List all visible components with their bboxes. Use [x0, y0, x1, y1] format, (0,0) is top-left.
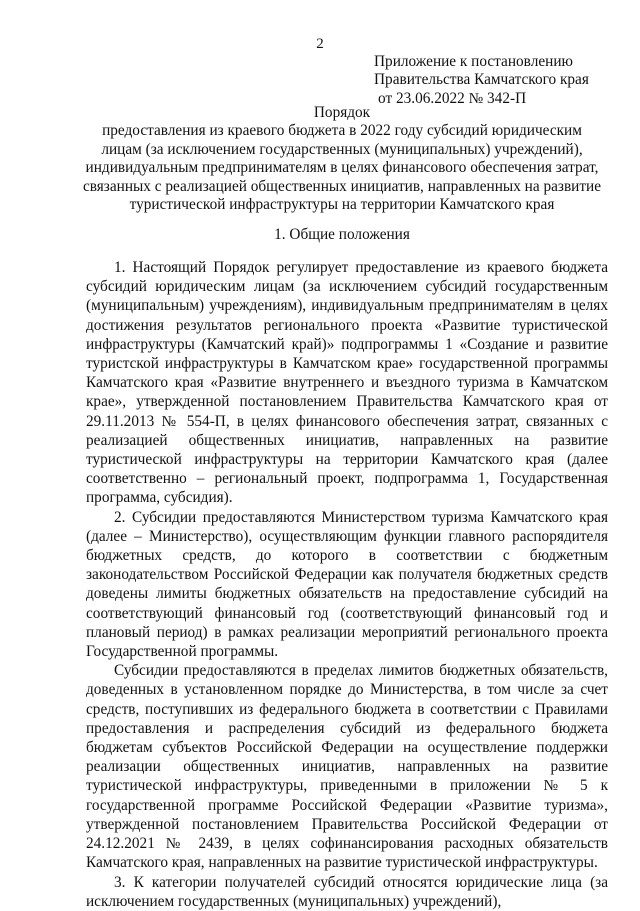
paragraph-3: Субсидии предоставляются в пределах лимитов бюджетных обязательств, доведенных в установленном порядке до Министерства, в том числе за счет средств, поступивших из федерального бюджета в соответствии с Правилами предоставления и распределения субсидий из федерального бюджета бюджетам субъектов Российской Федерации на осуществление поддержки реализации общественных инициатив, направленных на развитие туристической инфраструктуры, приведенными в приложении № 5 к государственной программе Российской Федерации «Развитие туризма», утвержденной постановлением Правительства Российской Федерации от 24.12.2021 № 2439, в целях софинансирования расходных обязательств Камчатского края, направленных на развитие туристической инфраструктуры. — [86, 662, 608, 872]
document-title — [76, 104, 608, 214]
page-number: 2 — [316, 36, 324, 52]
appendix-line-1: Приложение к постановлению — [374, 53, 573, 70]
paragraph-4: 3. К категории получателей субсидий относятся юридические лица (за исключением государственных (муниципальных) учреждений), — [86, 873, 608, 910]
appendix-line-2: Правительства Камчатского края — [374, 71, 589, 89]
paragraph-1: 1. Настоящий Порядок регулирует предоставление из краевого бюджета субсидий юридическим лицам (за исключением субсидий государственным (муниципальным) учреждениям), индивидуальным предпринимателям в целях достижения результатов регионального проекта «Развитие туристической инфраструктуры (Камчатский край)» подпрограммы 1 «Создание и развитие туристской инфраструктуры в Камчатском крае» государственной программы Камчатского края «Развитие внутреннего и въездного туризма в Камчатском крае», утвержденной постановлением Правительства Камчатского края от 29.11.2013 № 554-П, в целях финансового обеспечения затрат, связанных с реализацией общественных инициатив, направленных на развитие туристической инфраструктуры на территории Камчатского края (далее соответственно – региональный проект, подпрограмма 1, Государственная программа, субсидия). — [86, 259, 608, 507]
section-heading: 1. Общие положения — [274, 226, 410, 243]
title-line-1: Порядок — [313, 104, 371, 121]
paragraph-2: 2. Субсидии предоставляются Министерством туризма Камчатского края (далее – Министерство), осуществляющим функции главного распорядителя бюджетных средств, до которого в соответствии с бюджетным законодательством Российской Федерации как получателя бюджетных средств доведены лимиты бюджетных обязательств на предоставление субсидий на соответствующий финансовый год (соответствующий финансовый год и плановый период) в рамках реализации мероприятий регионального проекта Государственной программы. — [86, 508, 608, 661]
appendix-line-3: от 23.06.2022 № 342-П — [378, 89, 527, 107]
title-line-4: индивидуальным предпринимателям в целях финансового обеспечения затрат, — [85, 159, 599, 177]
title-line-2: предоставления из краевого бюджета в 2022 году субсидий юридическим — [102, 122, 582, 140]
body-text — [86, 258, 608, 911]
title-line-3: лицам (за исключением государственных (муниципальных) учреждений), — [101, 140, 583, 158]
title-line-6: туристической инфраструктуры на территории Камчатского края — [129, 196, 555, 214]
appendix-header — [356, 53, 626, 108]
title-line-5: связанных с реализацией общественных инициатив, направленных на развитие — [82, 177, 602, 195]
